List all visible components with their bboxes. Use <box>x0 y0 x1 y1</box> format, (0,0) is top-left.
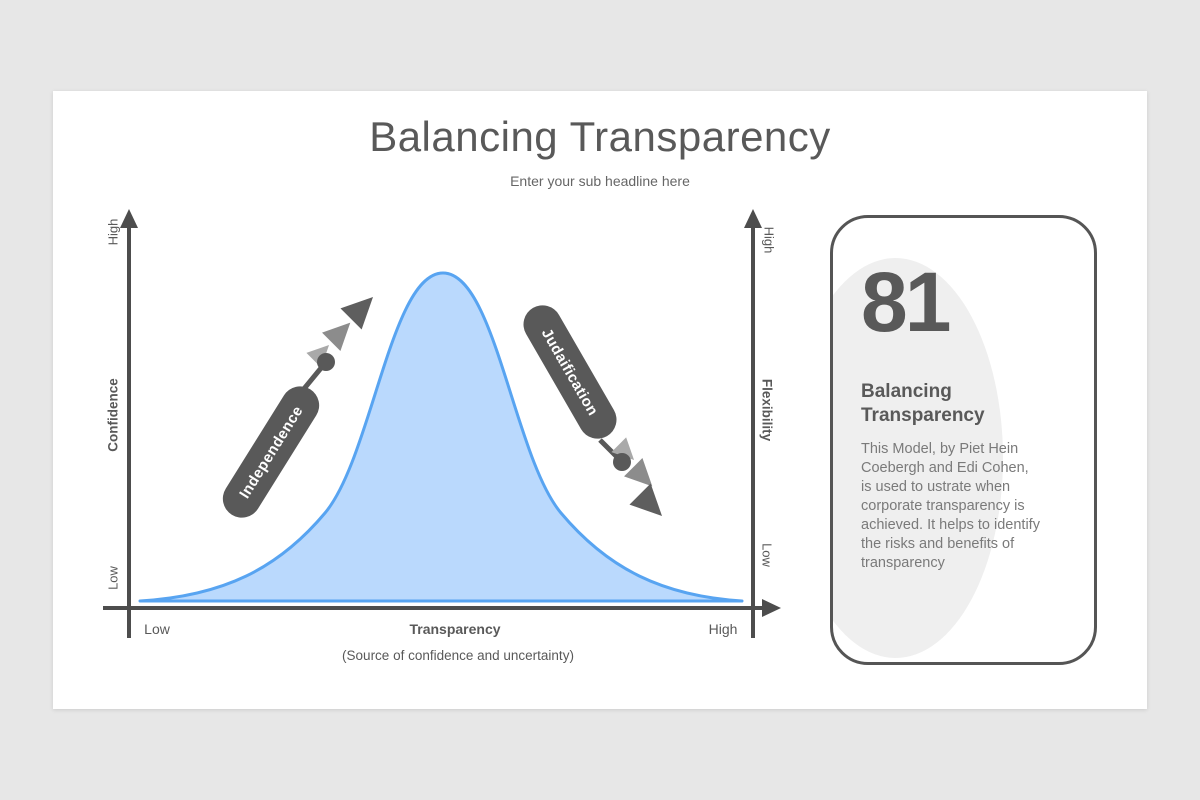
x-axis-arrow-icon <box>762 599 781 617</box>
left-axis-arrow-icon <box>120 209 138 228</box>
rising-dot-icon <box>317 353 335 371</box>
card-body-text: This Model, by Piet Hein Coebergh and Edi Cohen, is used to ustrate when corporate transparency is achieved. It helps to identify the risks and benefits of transparency <box>861 441 1040 571</box>
page-title: Balancing Transparency <box>369 113 831 160</box>
bell-curve-area <box>140 273 742 601</box>
falling-label-pill: Judaification <box>517 298 624 445</box>
right-axis-high-label: High <box>761 226 777 254</box>
left-axis-low-label: Low <box>105 566 121 590</box>
right-axis-arrow-icon <box>744 209 762 228</box>
falling-dot-icon <box>613 453 631 471</box>
card-heading: Balancing Transparency <box>861 381 985 426</box>
slide-canvas <box>53 91 1147 709</box>
info-card <box>830 215 1097 665</box>
x-axis-high-label: High <box>708 621 738 637</box>
page-subtitle: Enter your sub headline here <box>510 173 690 189</box>
right-axis-low-label: Low <box>759 543 775 567</box>
card-number: 81 <box>861 255 949 349</box>
rising-label-pill: Independence <box>216 379 327 525</box>
x-axis-caption: (Source of confidence and uncertainty) <box>342 648 574 663</box>
right-axis-title: Flexibility <box>759 378 775 442</box>
left-axis-high-label: High <box>105 218 121 246</box>
rising-triangle-dark-icon <box>340 286 383 329</box>
x-axis-title: Transparency <box>409 621 501 637</box>
left-axis-title: Confidence <box>105 378 121 452</box>
falling-triangle-dark-icon <box>629 483 672 526</box>
x-axis-low-label: Low <box>144 621 170 637</box>
